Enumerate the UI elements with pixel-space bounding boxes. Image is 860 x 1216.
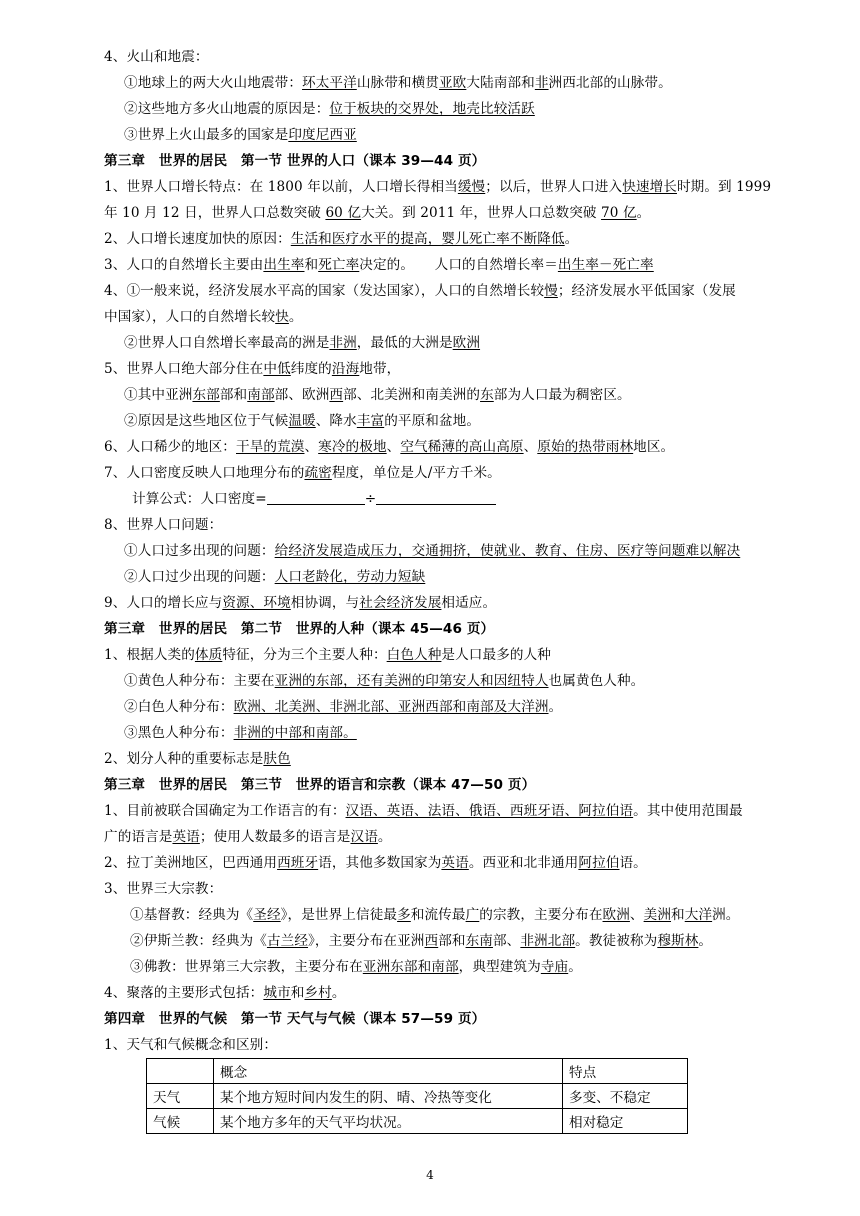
line-islam: ②伊斯兰教：经典为《古兰经》，主要分布在亚洲西部和东南部、非洲北部。教徒被称为穆斯林。 [130, 933, 713, 949]
line-regional-languages: 2、拉丁美洲地区，巴西通用西班牙语，其他多数国家为英语。西亚和北非通用阿拉伯语。 [104, 855, 647, 871]
line-race-division: 1、根据人类的体质特征，分为三个主要人种：白色人种是人口最多的人种 [104, 647, 551, 663]
line-natural-growth: 3、人口的自然增长主要由出生率和死亡率决定的。 人口的自然增长率＝出生率－死亡率 [104, 257, 654, 273]
line-volcano-country: ③世界上火山最多的国家是印度尼西亚 [124, 127, 357, 143]
table-cell: 气候 [147, 1109, 214, 1134]
line-race-marker: 2、划分人种的重要标志是肤色 [104, 751, 291, 767]
table-cell: 多变、不稳定 [563, 1084, 688, 1109]
section-heading-races: 第三章 世界的居民 第二节 世界的人种（课本 45—46 页） [104, 621, 495, 637]
line-underpopulation: ②人口过少出现的问题：人口老龄化，劳动力短缺 [124, 569, 426, 585]
line-coordinated-growth: 9、人口的增长应与资源、环境相协调，与社会经济发展相适应。 [104, 595, 497, 611]
line-population-distribution: 5、世界人口绝大部分住在中低纬度的沿海地带， [104, 361, 401, 377]
section-heading-population: 第三章 世界的居民 第一节 世界的人口（课本 39—44 页） [104, 153, 486, 169]
line-un-languages: 1、目前被联合国确定为工作语言的有：汉语、英语、法语、俄语、西班牙语、阿拉伯语。其中使用范围最 [104, 803, 743, 819]
formula-blank-area [376, 490, 496, 505]
line-developing-growth: 中国家），人口的自然增长较快。 [104, 309, 303, 325]
line-black-race: ③黑色人种分布：非洲的中部和南部。 [124, 725, 357, 741]
line-growth-reason: 2、人口增长速度加快的原因：生活和医疗水平的提高，婴儿死亡率不断降低。 [104, 231, 579, 247]
table-header-cell: 特点 [563, 1059, 688, 1084]
line-widest-language: 广的语言是英语；使用人数最多的语言是汉语。 [104, 829, 392, 845]
line-settlements: 4、聚落的主要形式包括：城市和乡村。 [104, 985, 346, 1001]
line-volcano-reason: ②这些地方多火山地震的原因是：位于板块的交界处，地壳比较活跃 [124, 101, 535, 117]
table-cell: 相对稳定 [563, 1109, 688, 1134]
table-header-cell: 概念 [214, 1059, 563, 1084]
line-population-total: 年 10 月 12 日，世界人口总数突破 60 亿大关。到 2011 年，世界人口总数突破 70 亿。 [104, 205, 651, 221]
line-economy-growth: 4、①一般来说，经济发展水平高的国家（发达国家），人口的自然增长较慢；经济发展水平低国家（发展 [104, 283, 736, 299]
table-row [147, 1109, 688, 1134]
page-number: 4 [426, 1168, 434, 1182]
line-overpopulation: ①人口过多出现的问题：给经济发展造成压力，交通拥挤，使就业、教育、住房、医疗等问题难以解决 [124, 543, 741, 559]
table-header-row [147, 1059, 688, 1084]
line-dense-reason: ②原因是这些地区位于气候温暖、降水丰富的平原和盆地。 [124, 413, 481, 429]
line-christianity: ①基督教：经典为《圣经》，是世界上信徒最多和流传最广的宗教，主要分布在欧洲、美洲和大洋洲。 [130, 907, 740, 923]
item-three-religions: 3、世界三大宗教： [104, 881, 223, 897]
line-weather-climate-intro: 1、天气和气候概念和区别： [104, 1037, 278, 1053]
line-buddhism: ③佛教：世界第三大宗教，主要分布在亚洲东部和南部，典型建筑为寺庙。 [130, 959, 582, 975]
formula-blank-population [267, 490, 365, 505]
item-volcano-earthquake: 4、火山和地震： [104, 49, 209, 65]
table-row [147, 1084, 688, 1109]
section-heading-language-religion: 第三章 世界的居民 第三节 世界的语言和宗教（课本 47—50 页） [104, 777, 536, 793]
line-dense-regions: ①其中亚洲东部部和南部部、欧洲西部、北美洲和南美洲的东部为人口最为稠密区。 [124, 387, 631, 403]
line-sparse-regions: 6、人口稀少的地区：干旱的荒漠、寒冷的极地、空气稀薄的高山高原、原始的热带雨林地区。 [104, 439, 675, 455]
table-cell: 天气 [147, 1084, 214, 1109]
line-volcano-belts: ①地球上的两大火山地震带：环太平洋山脉带和横贯亚欧大陆南部和非洲西北部的山脉带。 [124, 75, 672, 91]
table-cell: 某个地方短时间内发生的阴、晴、冷热等变化 [214, 1084, 563, 1109]
line-growth-continents: ②世界人口自然增长率最高的洲是非洲，最低的大洲是欧洲 [124, 335, 481, 351]
item-population-problems: 8、世界人口问题： [104, 517, 223, 533]
weather-climate-table [146, 1058, 688, 1134]
line-white-race: ②白色人种分布：欧洲、北美洲、非洲北部、亚洲西部和南部及大洋洲。 [124, 699, 563, 715]
line-density-formula: 计算公式：人口密度= ÷ [132, 490, 852, 508]
line-population-density: 7、人口密度反映人口地理分布的疏密程度，单位是人/平方千米。 [104, 465, 501, 481]
line-population-growth: 1、世界人口增长特点：在 1800 年以前，人口增长得相当缓慢；以后，世界人口进入快速增长时期。到 1999 [104, 179, 772, 195]
table-header-cell [147, 1059, 214, 1084]
line-yellow-race: ①黄色人种分布：主要在亚洲的东部，还有美洲的印第安人和因纽特人也属黄色人种。 [124, 673, 645, 689]
table-cell: 某个地方多年的天气平均状况。 [214, 1109, 563, 1134]
section-heading-climate: 第四章 世界的气候 第一节 天气与气候（课本 57—59 页） [104, 1011, 486, 1027]
